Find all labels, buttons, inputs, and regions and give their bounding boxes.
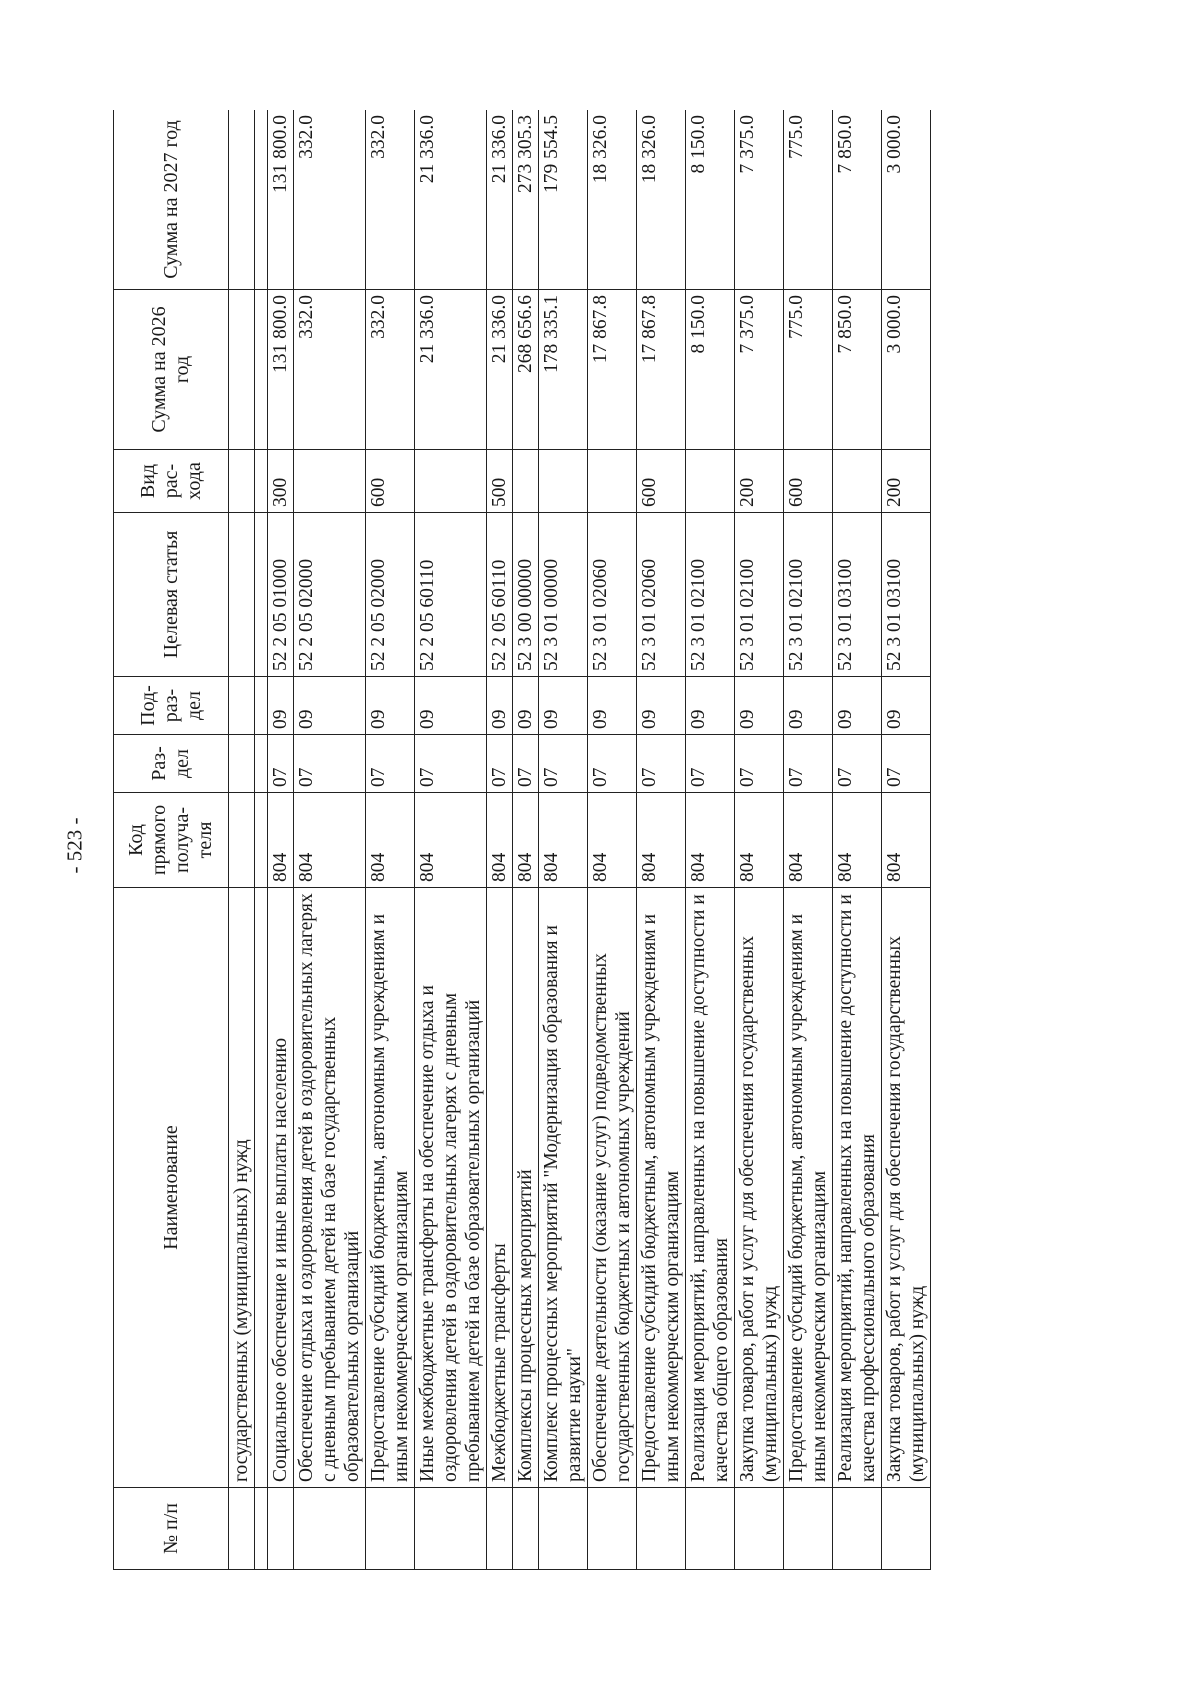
cell-sum-2026: 21 336.0 — [487, 290, 513, 450]
cell-recipient: 804 — [686, 793, 735, 888]
cell-section: 07 — [686, 735, 735, 793]
cell-section: 07 — [366, 735, 415, 793]
cell-sum-2026: 332.0 — [294, 290, 366, 450]
cell-target: 52 3 01 00000 — [539, 513, 588, 677]
cell-expense-type: 200 — [735, 450, 784, 513]
table-row — [588, 110, 637, 1570]
cell-sum-2027: 18 326.0 — [637, 110, 686, 290]
cell-recipient: 804 — [487, 793, 513, 888]
table-row — [539, 110, 588, 1570]
continuation-row — [229, 110, 255, 1570]
cell-sum-2026: 268 656.6 — [513, 290, 539, 450]
cell-target: 52 3 01 02100 — [735, 513, 784, 677]
cell-num — [539, 1488, 588, 1570]
cell-section: 07 — [268, 735, 294, 793]
cell-subsection: 09 — [487, 677, 513, 735]
cell-num — [268, 1488, 294, 1570]
cell-recipient: 804 — [882, 793, 931, 888]
cell-sum-2026: 775.0 — [784, 290, 833, 450]
cell-name: Межбюджетные трансферты — [487, 888, 513, 1488]
cell-section: 07 — [513, 735, 539, 793]
header-expense-type: Вид рас-хода — [114, 450, 229, 513]
cell-expense-type — [294, 450, 366, 513]
cell-sum-2027: 273 305.3 — [513, 110, 539, 290]
header-name: Наименование — [114, 888, 229, 1488]
cell-section: 07 — [487, 735, 513, 793]
cell-sum-2026: 8 150.0 — [686, 290, 735, 450]
cell-name: Реализация мероприятий, направленных на повышение доступности и качества профессионального образования — [833, 888, 882, 1488]
table-row — [366, 110, 415, 1570]
cell-sum-2026: 7 850.0 — [833, 290, 882, 450]
cell-subsection: 09 — [294, 677, 366, 735]
cell-target: 52 2 05 01000 — [268, 513, 294, 677]
cell-sum-2027: 18 326.0 — [588, 110, 637, 290]
cell-sum-2027: 7 850.0 — [833, 110, 882, 290]
cell-sum-2027: 332.0 — [366, 110, 415, 290]
cell-sum-2026: 21 336.0 — [415, 290, 487, 450]
cell-subsection: 09 — [686, 677, 735, 735]
cell-target: 52 2 05 02000 — [366, 513, 415, 677]
cell-name: Обеспечение деятельности (оказание услуг) подведомственных государственных бюджетных и автономных учреждений — [588, 888, 637, 1488]
cell-sum-2026: 131 800.0 — [268, 290, 294, 450]
cell-target: 52 3 01 02060 — [637, 513, 686, 677]
budget-table — [113, 110, 931, 1570]
table-row — [268, 110, 294, 1570]
cell-name: Реализация мероприятий, направленных на повышение доступности и качества общего образования — [686, 888, 735, 1488]
cell-sum-2026: 17 867.8 — [588, 290, 637, 450]
page-number-text: - 523 - — [62, 817, 87, 873]
cell-sum-2026: 17 867.8 — [637, 290, 686, 450]
table-row — [686, 110, 735, 1570]
cell-target: 52 3 00 00000 — [513, 513, 539, 677]
cell-target: 52 2 05 02000 — [294, 513, 366, 677]
cell-expense-type: 500 — [487, 450, 513, 513]
table-container — [113, 110, 1068, 1570]
cell-subsection: 09 — [539, 677, 588, 735]
cell-target: 52 2 05 60110 — [487, 513, 513, 677]
cell-name: Социальное обеспечение и иные выплаты населению — [268, 888, 294, 1488]
header-num: № п/п — [114, 1488, 229, 1570]
cell-num — [513, 1488, 539, 1570]
table-row — [833, 110, 882, 1570]
cell-num — [833, 1488, 882, 1570]
blank-row — [255, 110, 268, 1570]
rotated-page-content — [113, 110, 1068, 1570]
cell-subsection: 09 — [588, 677, 637, 735]
cell-sum-2027: 3 000.0 — [882, 110, 931, 290]
cell-sum-2027: 7 375.0 — [735, 110, 784, 290]
cell-num — [882, 1488, 931, 1570]
cell-recipient: 804 — [539, 793, 588, 888]
cell-expense-type — [415, 450, 487, 513]
cell-subsection: 09 — [833, 677, 882, 735]
cell-sum-2027: 775.0 — [784, 110, 833, 290]
cell-sum-2027: 21 336.0 — [415, 110, 487, 290]
header-sum-2026: Сумма на 2026 год — [114, 290, 229, 450]
cell-section: 07 — [588, 735, 637, 793]
cell-num — [784, 1488, 833, 1570]
header-sum-2027: Сумма на 2027 год — [114, 110, 229, 290]
cell-sum-2027: 131 800.0 — [268, 110, 294, 290]
cell-name: Комплексы процессных мероприятий — [513, 888, 539, 1488]
cell-expense-type: 200 — [882, 450, 931, 513]
table-body — [229, 110, 931, 1570]
cell-recipient: 804 — [588, 793, 637, 888]
cell-sum-2026: 332.0 — [366, 290, 415, 450]
cell-name: Закупка товаров, работ и услуг для обеспечения государственных (муниципальных) нужд — [882, 888, 931, 1488]
cell-subsection: 09 — [735, 677, 784, 735]
continuation-text: государственных (муниципальных) нужд — [229, 888, 255, 1488]
cell-sum-2026: 178 335.1 — [539, 290, 588, 450]
table-row — [415, 110, 487, 1570]
cell-num — [686, 1488, 735, 1570]
table-header — [114, 110, 229, 1570]
cell-expense-type — [513, 450, 539, 513]
table-row — [513, 110, 539, 1570]
cell-name: Комплекс процессных мероприятий "Модернизация образования и развитие науки" — [539, 888, 588, 1488]
cell-expense-type: 600 — [366, 450, 415, 513]
cell-sum-2027: 332.0 — [294, 110, 366, 290]
cell-subsection: 09 — [513, 677, 539, 735]
cell-num — [229, 1488, 255, 1570]
cell-subsection: 09 — [784, 677, 833, 735]
cell-name: Предоставление субсидий бюджетным, автономным учреждениям и иным некоммерческим организациям — [366, 888, 415, 1488]
cell-section: 07 — [735, 735, 784, 793]
cell-sum-2026: 7 375.0 — [735, 290, 784, 450]
cell-name: Иные межбюджетные трансферты на обеспечение отдыха и оздоровления детей в оздоровительных лагерях с дневным пребыванием детей на базе образовательных организаций — [415, 888, 487, 1488]
cell-target: 52 2 05 60110 — [415, 513, 487, 677]
cell-recipient: 804 — [366, 793, 415, 888]
cell-subsection: 09 — [882, 677, 931, 735]
cell-recipient: 804 — [637, 793, 686, 888]
cell-recipient: 804 — [784, 793, 833, 888]
cell-subsection: 09 — [366, 677, 415, 735]
cell-recipient: 804 — [294, 793, 366, 888]
cell-target: 52 3 01 02100 — [784, 513, 833, 677]
cell-recipient: 804 — [735, 793, 784, 888]
cell-expense-type — [833, 450, 882, 513]
cell-name: Предоставление субсидий бюджетным, автономным учреждениям и иным некоммерческим организациям — [637, 888, 686, 1488]
cell-expense-type: 600 — [637, 450, 686, 513]
cell-num — [415, 1488, 487, 1570]
cell-sum-2026: 3 000.0 — [882, 290, 931, 450]
cell-recipient: 804 — [415, 793, 487, 888]
cell-target: 52 3 01 03100 — [882, 513, 931, 677]
cell-subsection: 09 — [637, 677, 686, 735]
cell-section: 07 — [833, 735, 882, 793]
cell-expense-type: 600 — [784, 450, 833, 513]
cell-target: 52 3 01 02060 — [588, 513, 637, 677]
table-row — [882, 110, 931, 1570]
cell-num — [637, 1488, 686, 1570]
cell-expense-type — [539, 450, 588, 513]
cell-name: Предоставление субсидий бюджетным, автономным учреждениям и иным некоммерческим организациям — [784, 888, 833, 1488]
cell-name: Обеспечение отдыха и оздоровления детей в оздоровительных лагерях с дневным пребыванием детей на базе государственных образовательных организаций — [294, 888, 366, 1488]
cell-target: 52 3 01 03100 — [833, 513, 882, 677]
header-section: Раз-дел — [114, 735, 229, 793]
table-row — [637, 110, 686, 1570]
cell-recipient: 804 — [268, 793, 294, 888]
cell-expense-type — [686, 450, 735, 513]
cell-sum-2027: 179 554.5 — [539, 110, 588, 290]
cell-expense-type — [588, 450, 637, 513]
cell-target: 52 3 01 02100 — [686, 513, 735, 677]
cell-expense-type: 300 — [268, 450, 294, 513]
cell-sum-2027: 21 336.0 — [487, 110, 513, 290]
table-row — [487, 110, 513, 1570]
header-target: Целевая статья — [114, 513, 229, 677]
cell-num — [487, 1488, 513, 1570]
table-row — [294, 110, 366, 1570]
page-number — [55, 800, 95, 890]
cell-section: 07 — [539, 735, 588, 793]
cell-section: 07 — [882, 735, 931, 793]
cell-section: 07 — [784, 735, 833, 793]
cell-num — [294, 1488, 366, 1570]
cell-subsection: 09 — [268, 677, 294, 735]
cell-section: 07 — [294, 735, 366, 793]
cell-section: 07 — [637, 735, 686, 793]
table-row — [735, 110, 784, 1570]
table-row — [784, 110, 833, 1570]
cell-num — [735, 1488, 784, 1570]
cell-sum-2027: 8 150.0 — [686, 110, 735, 290]
cell-subsection: 09 — [415, 677, 487, 735]
cell-num — [588, 1488, 637, 1570]
cell-recipient: 804 — [833, 793, 882, 888]
cell-num — [366, 1488, 415, 1570]
cell-name: Закупка товаров, работ и услуг для обеспечения государственных (муниципальных) нужд — [735, 888, 784, 1488]
header-subsection: Под-раз-дел — [114, 677, 229, 735]
cell-section: 07 — [415, 735, 487, 793]
header-recipient: Код прямого получа-теля — [114, 793, 229, 888]
cell-recipient: 804 — [513, 793, 539, 888]
